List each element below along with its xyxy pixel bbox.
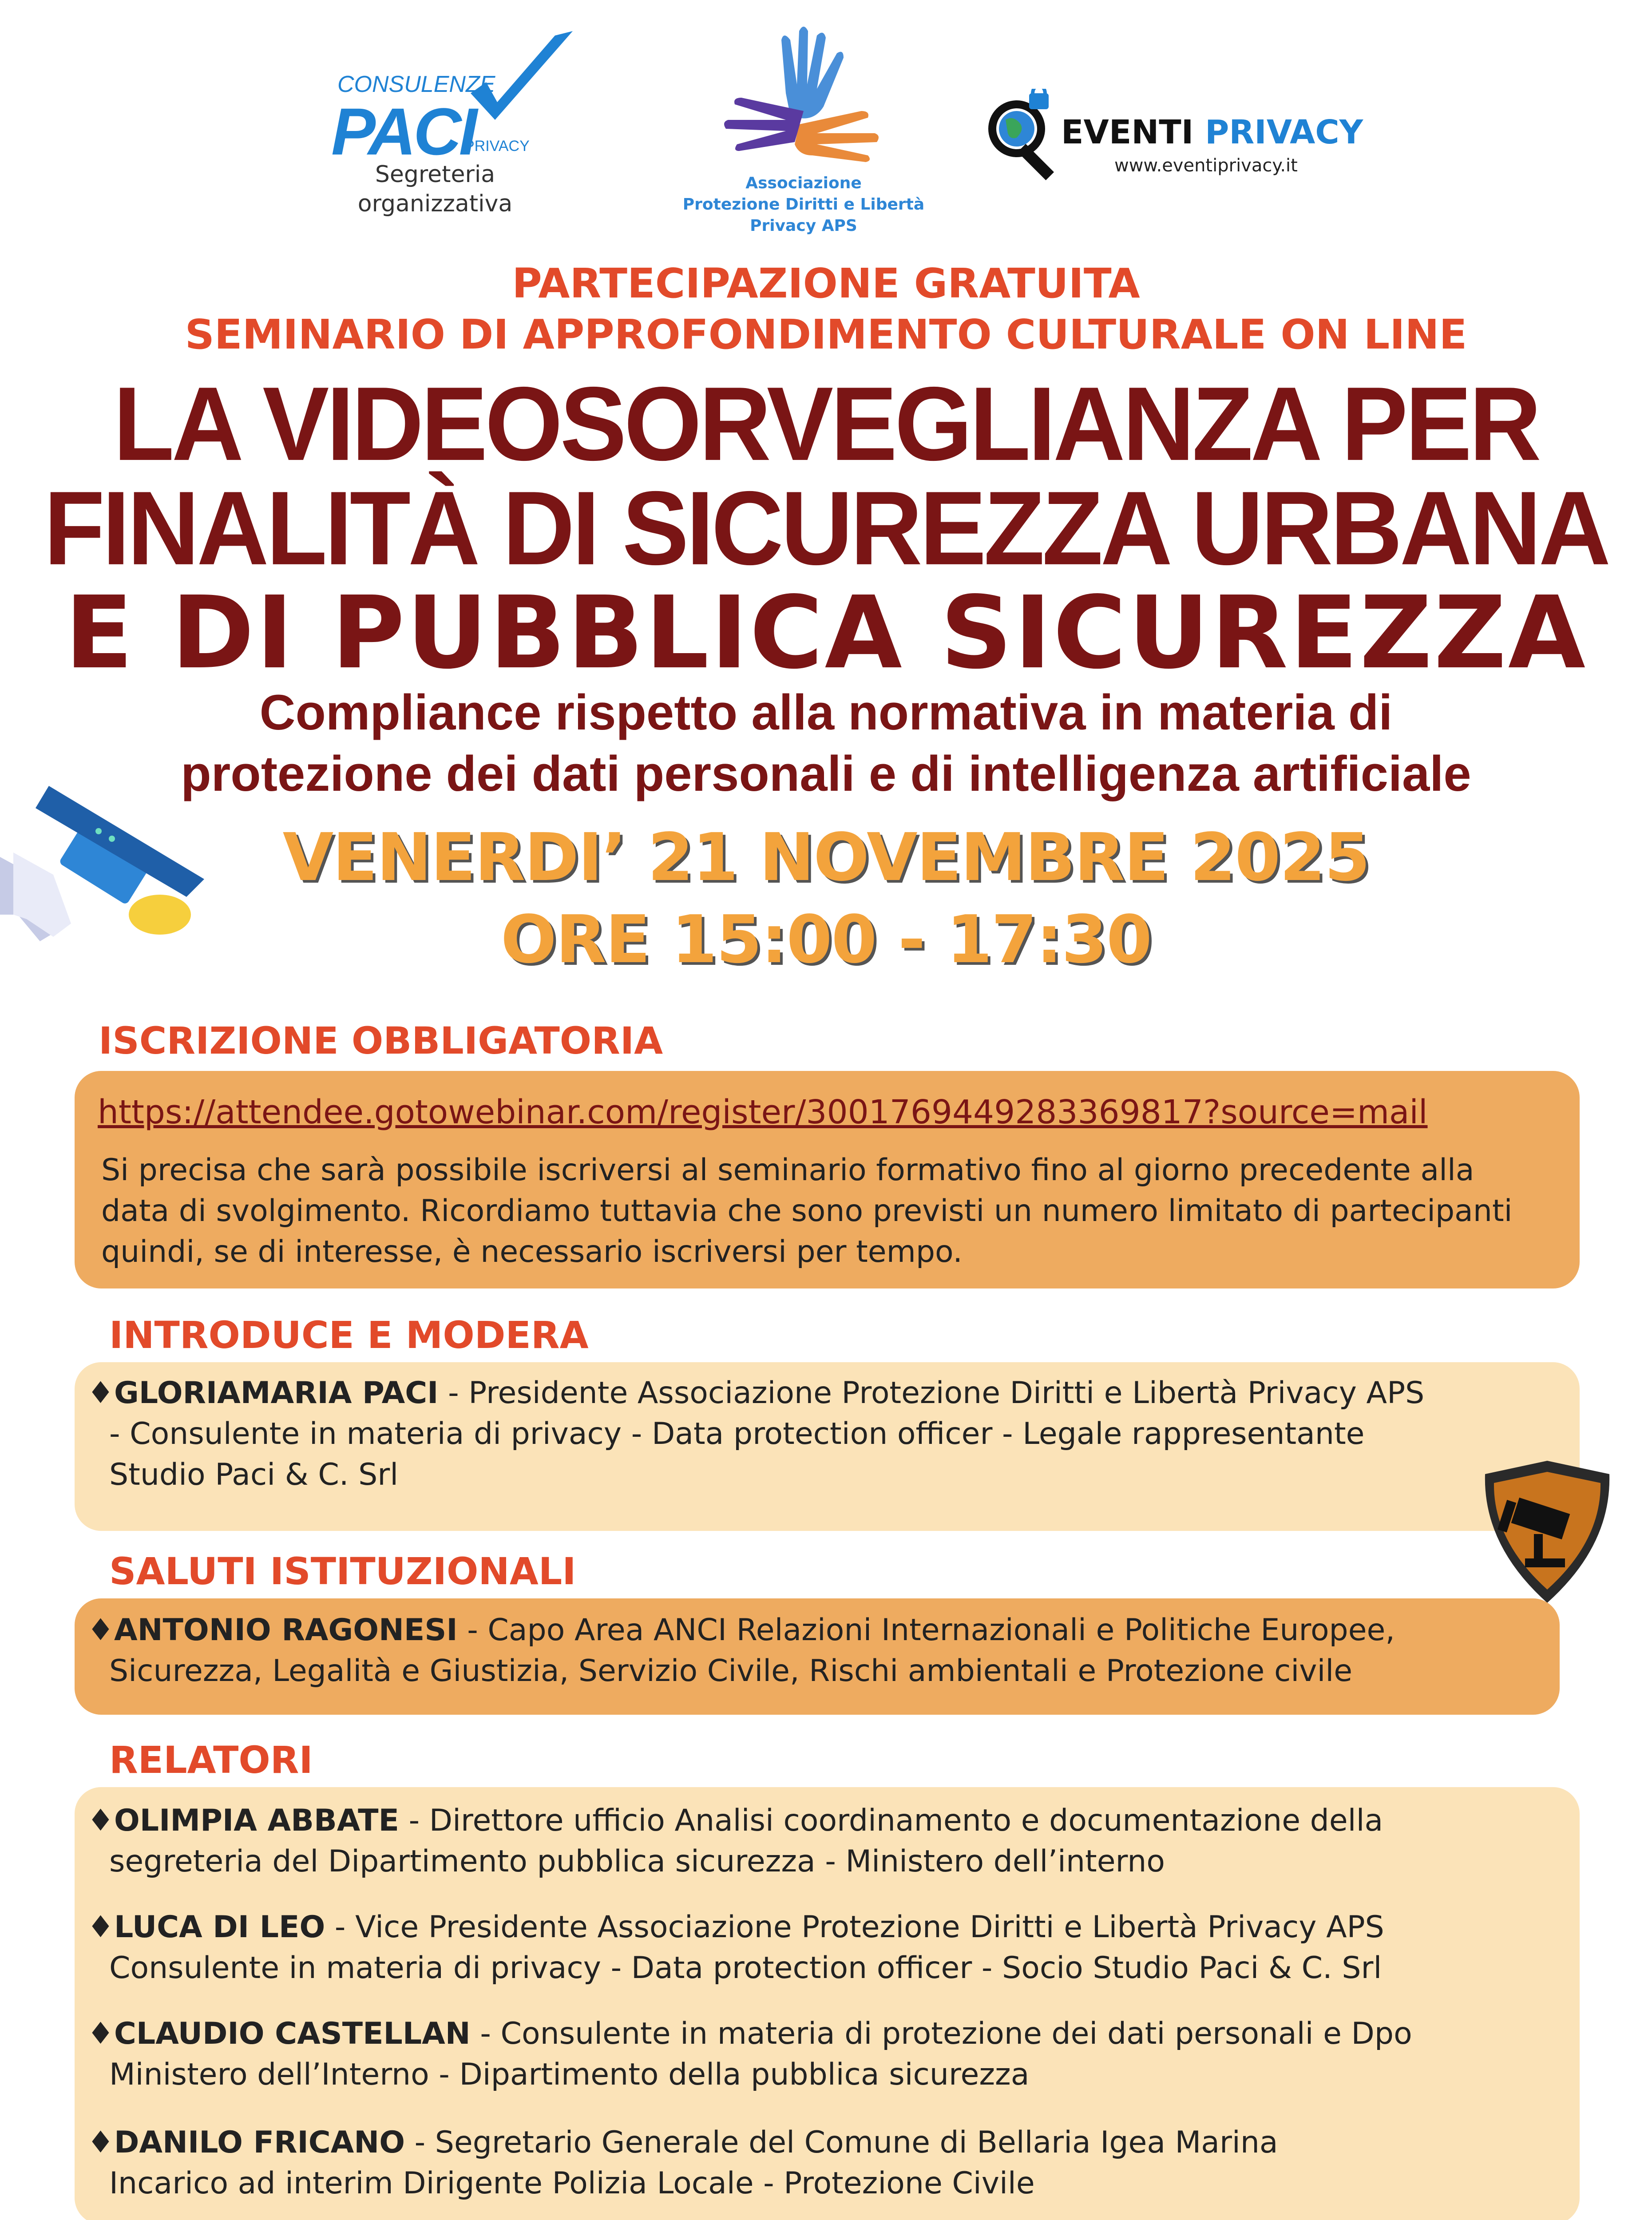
relatore-name: CLAUDIO CASTELLAN [114,2016,471,2051]
introduce-entry [87,1373,1570,1414]
relatore-role-line2: segreteria del Dipartimento pubblica sicurezza - Ministero dell’interno [109,1844,1165,1879]
relatore-entry [87,1800,1570,1841]
relatore-role-line1: - Direttore ufficio Analisi coordinamento e documentazione della [399,1803,1383,1838]
paci-label: PACI [331,94,475,169]
eventi-word: EVENTI [1061,113,1194,151]
bullet-icon: ♦ [87,2125,114,2160]
relatore-role-line2: Ministero dell’Interno - Dipartimento della pubblica sicurezza [109,2057,1030,2092]
eventi-url: www.eventiprivacy.it [1114,155,1298,176]
intro-line2: SEMINARIO DI APPROFONDIMENTO CULTURALE ON LINE [185,311,1467,358]
organizzativa-label: organizzativa [357,190,513,217]
subtitle-line1: Compliance rispetto alla normativa in materia di [259,685,1393,740]
relatore-name: DANILO FRICANO [114,2125,405,2160]
relatori-heading: RELATORI [109,1738,313,1782]
relatore-entry [87,1907,1570,1948]
relatore-name: OLIMPIA ABBATE [114,1803,399,1838]
event-time: ORE 15:00 - 17:30 [500,901,1152,978]
saluti-role-line2: Sicurezza, Legalità e Giustizia, Servizio Civile, Rischi ambientali e Protezione civile [109,1653,1353,1689]
introduce-box [75,1362,1580,1531]
moderator-name: GLORIAMARIA PACI [114,1376,439,1411]
consulenze-label: CONSULENZE [337,71,495,97]
iscrizione-heading: ISCRIZIONE OBBLIGATORIA [99,1019,663,1062]
event-date: VENERDI’ 21 NOVEMBRE 2025 [282,819,1370,896]
relatore-role-line2: Incarico ad interim Dirigente Polizia Locale - Protezione Civile [109,2166,1035,2201]
eventi-privacy-logo [986,89,1385,191]
title-line1: LA VIDEOSORVEGLIANZA PER [113,365,1539,483]
associazione-line1: Associazione [745,174,862,192]
moderator-role-line1: - Presidente Associazione Protezione Diritti e Libertà Privacy APS [438,1376,1425,1411]
hands-icon [715,22,892,164]
iscrizione-box [75,1071,1580,1288]
relatore-entry [87,2122,1570,2163]
relatore-role-line1: - Vice Presidente Associazione Protezione Diritti e Libertà Privacy APS [325,1910,1384,1945]
title-line3: E DI PUBBLICA SICUREZZA [64,575,1588,691]
saluti-box [75,1598,1560,1715]
relatore-entry [87,2014,1570,2054]
iscrizione-text-line2: data di svolgimento. Ricordiamo tuttavia che sono previsti un numero limitato di partecipanti [101,1193,1513,1229]
saluti-heading: SALUTI ISTITUZIONALI [109,1550,576,1593]
bullet-icon: ♦ [87,1803,114,1838]
security-camera-shield-icon [1476,1456,1618,1607]
relatore-role-line2: Consulente in materia di privacy - Data protection officer - Socio Studio Paci & C. Srl [109,1950,1382,1986]
associazione-line2: Protezione Diritti e Libertà [682,195,925,214]
iscrizione-text-line1: Si precisa che sarà possibile iscriversi al seminario formativo fino al giorno precedente alla [101,1153,1474,1188]
segreteria-label: Segreteria [375,161,495,188]
iscrizione-text-line3: quindi, se di interesse, è necessario iscriversi per tempo. [101,1234,963,1269]
moderator-role-line2: - Consulente in materia di privacy - Data protection officer - Legale rappresentante [109,1416,1365,1451]
associazione-logo [675,22,932,244]
intro-line1: PARTECIPAZIONE GRATUITA [512,260,1140,307]
title-line2: FINALITÀ DI SICUREZZA URBANA [44,469,1608,587]
bullet-icon: ♦ [87,2016,114,2051]
checkmark-icon [462,27,577,133]
subtitle-line2: protezione dei dati personali e di intelligenza artificiale [181,746,1471,801]
saluti-role-line1: - Capo Area ANCI Relazioni Internazionali e Politiche Europee, [457,1613,1395,1648]
saluti-name: ANTONIO RAGONESI [114,1613,458,1648]
introduce-heading: INTRODUCE E MODERA [109,1313,589,1357]
bullet-icon: ♦ [87,1613,114,1648]
privacy-small-label: PRIVACY [464,138,530,155]
relatori-box [75,1787,1580,2220]
consulenze-paci-logo [329,27,577,217]
relatore-name: LUCA DI LEO [114,1910,325,1945]
bullet-icon: ♦ [87,1910,114,1945]
associazione-line3: Privacy APS [750,217,857,235]
relatore-role-line1: - Consulente in materia di protezione dei dati personali e Dpo [470,2016,1412,2051]
moderator-role-line3: Studio Paci & C. Srl [109,1457,399,1492]
relatore-role-line1: - Segretario Generale del Comune di Bellaria Igea Marina [405,2125,1278,2160]
registration-link[interactable]: https://attendee.gotowebinar.com/register/3001769449283369817?source=mail [98,1093,1428,1131]
privacy-word: PRIVACY [1205,113,1363,151]
saluti-entry [87,1610,1552,1651]
bullet-icon: ♦ [87,1376,114,1411]
